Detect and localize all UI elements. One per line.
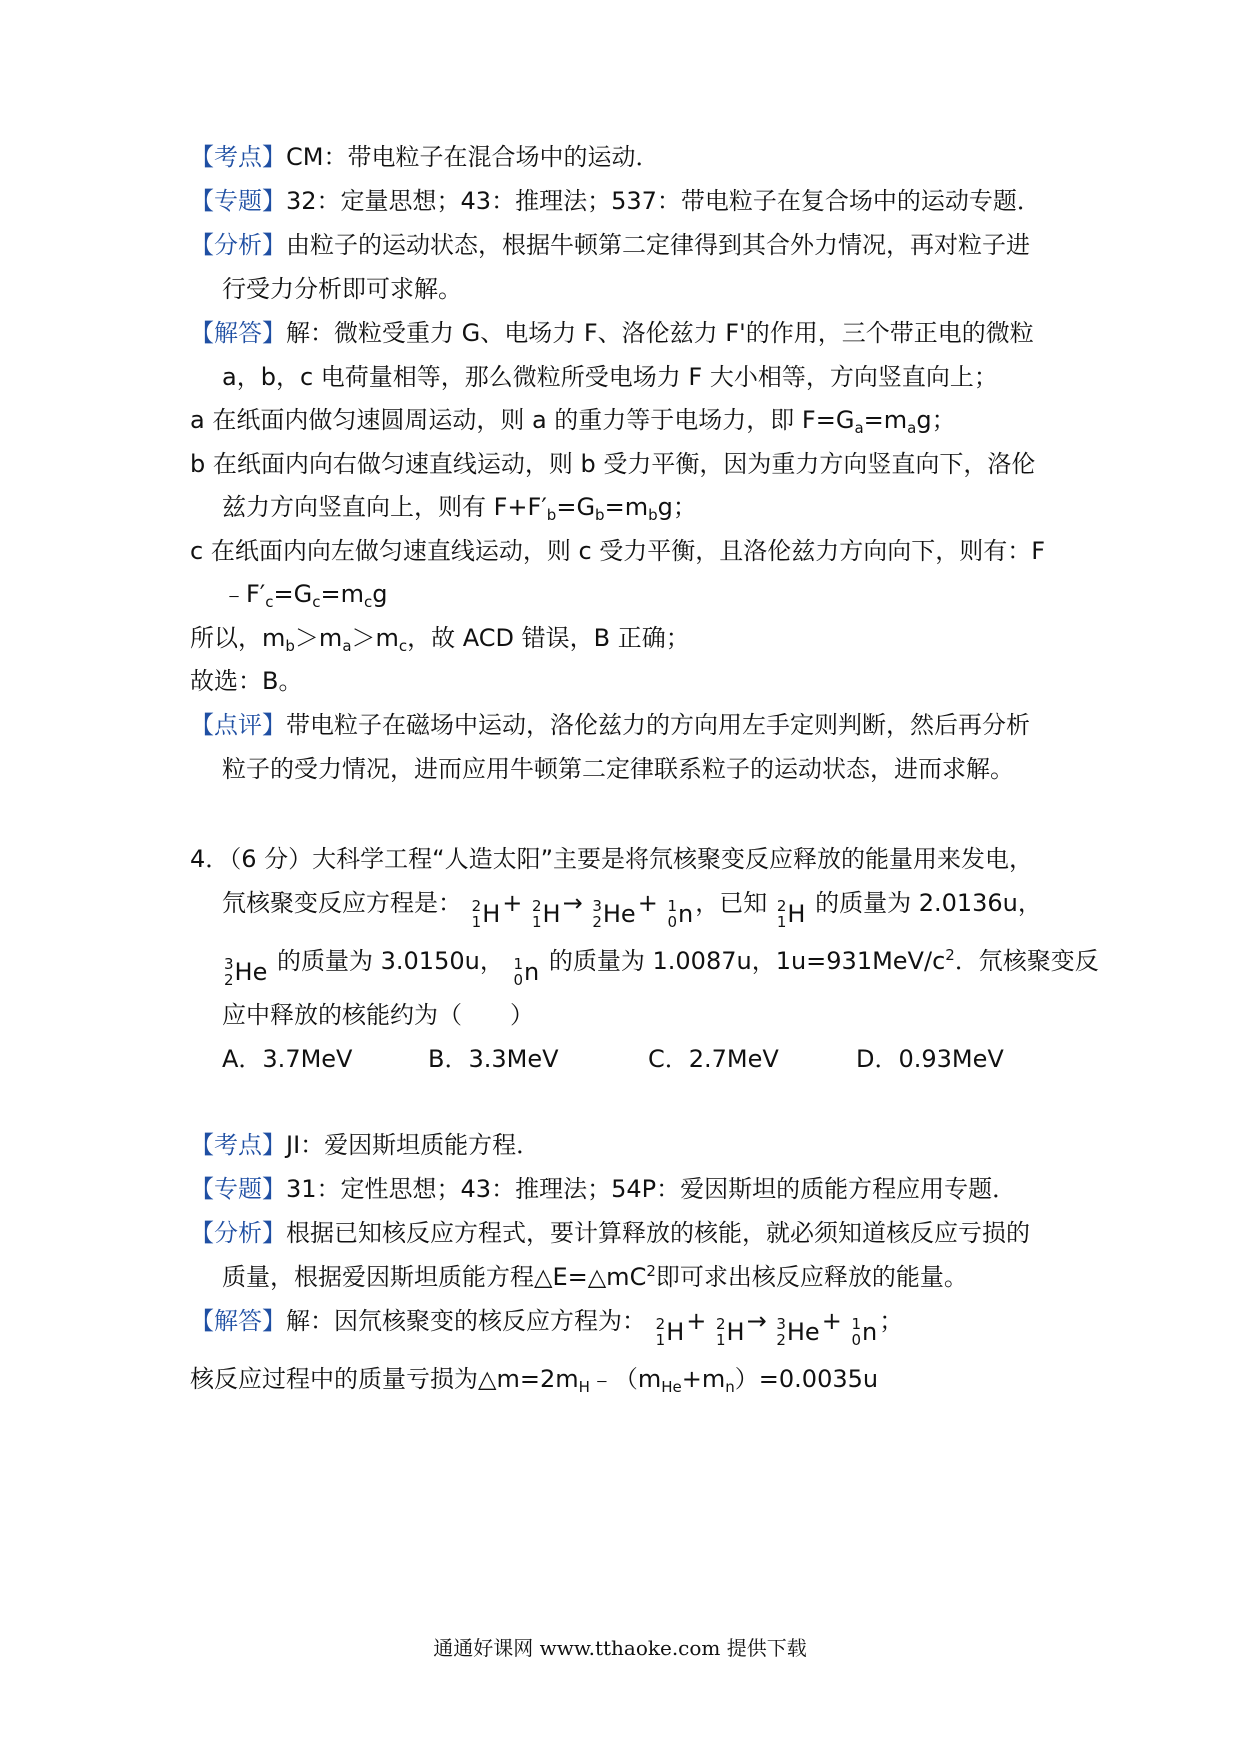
particle-b-line-2: 兹力方向竖直向上，则有 $F+F'_b=G_b=m_bg$； [222, 493, 697, 524]
nuclide-helium: 3 2 He [592, 897, 636, 931]
dianping-text: 带电粒子在磁场中运动，洛伦兹力的方向用左手定则判断，然后再分析 [286, 711, 1030, 739]
particle-b-line: b 在纸面内向右做匀速直线运动，则 b 受力平衡，因为重力方向竖直向下，洛伦 [190, 450, 1036, 478]
footer-source: 通通好课网 www.tthaoke.com 提供下载 [433, 1636, 807, 1660]
nuclide-neutron: 1 0 n [851, 1315, 878, 1349]
dianping-line-2: 粒子的受力情况，进而应用牛顿第二定律联系粒子的运动状态，进而求解。 [222, 755, 1014, 783]
zhuanti-tag: 【专题】 [190, 187, 286, 215]
arrow-icon: → [562, 889, 583, 917]
kaodian-tag: 【考点】 [190, 143, 286, 171]
q4-jieda-line: 【解答】解：因氘核聚变的核反应方程为： 2 1 H + 2 1 H → 3 2 He + 1 0 n ； [190, 1307, 904, 1349]
q4-zhuanti-line: 【专题】31：定性思想；43：推理法；54P：爱因斯坦的质能方程应用专题． [190, 1175, 1017, 1203]
jieda-tag: 【解答】 [190, 319, 286, 347]
zhuanti-text: 32：定量思想；43：推理法；537：带电粒子在复合场中的运动专题． [286, 187, 1041, 215]
kaodian-text: CM：带电粒子在混合场中的运动． [286, 143, 660, 171]
jieda-line [190, 318, 1034, 348]
fenxi-line-2: 行受力分析即可求解。 [222, 275, 462, 303]
zhuanti-tag: 【专题】 [190, 1175, 286, 1203]
kaodian-tag: 【考点】 [190, 1131, 286, 1159]
answer-line: 故选：B。 [190, 667, 303, 695]
q4-fenxi-line-2: 质量，根据爱因斯坦质能方程$\triangle E=\triangle mC^2$即可求出核反应释放的能量。 [222, 1262, 968, 1291]
option-a: A．3.7MeV [222, 1045, 353, 1073]
particle-a-line: a 在纸面内做匀速圆周运动，则 a 的重力等于电场力，即 $F=G_a=m_ag$； [190, 406, 956, 437]
fenxi-line [190, 230, 1030, 260]
nuclide-helium: 3 2 He [776, 1315, 820, 1349]
q4-fenxi-line: 【分析】根据已知核反应方程式，要计算释放的核能，就必须知道核反应亏损的 [190, 1219, 1030, 1247]
question-4-ask: 应中释放的核能约为（ ） [222, 1001, 534, 1029]
conclusion-line: 所以，$m_b>m_a>m_c$，故 ACD 错误，B 正确； [190, 624, 690, 655]
option-b: B．3.3MeV [428, 1045, 559, 1073]
dianping-line [190, 710, 1030, 740]
nuclide-deuterium: 2 1 H [531, 897, 561, 931]
arrow-icon: → [746, 1307, 767, 1335]
kaodian-line [190, 142, 659, 172]
mass-defect-line: 核反应过程中的质量亏损为$\triangle m=2m_H﹣(m_{He}+m_n)=0.0035u$ [190, 1365, 879, 1396]
nuclide-deuterium: 2 1 H [471, 897, 501, 931]
particle-c-line: c 在纸面内向左做匀速直线运动，则 c 受力平衡，且洛伦兹力方向向下，则有：F [190, 537, 1046, 565]
q4-kaodian-line: 【考点】JI：爱因斯坦质能方程． [190, 1131, 541, 1159]
fenxi-tag: 【分析】 [190, 1219, 286, 1247]
nuclide-helium: 3 2 He [224, 955, 268, 989]
question-4-stem: 4．（6 分）大科学工程“人造太阳”主要是将氘核聚变反应释放的能量用来发电， [190, 845, 1034, 873]
question-4-equation-line: 氘核聚变反应方程是： 2 1 H + 2 1 H → 3 2 He + 1 0 n ，已知 2 1 H 的质量为 2.0136u， [222, 889, 1042, 931]
jieda-line-2: a，b，c 电荷量相等，那么微粒所受电场力 F 大小相等，方向竖直向上； [222, 363, 998, 391]
particle-c-line-2: $﹣F'_c=G_c=m_cg$ [222, 580, 388, 611]
nuclide-deuterium: 2 1 H [655, 1315, 685, 1349]
dianping-tag: 【点评】 [190, 711, 286, 739]
nuclide-deuterium: 2 1 H [776, 897, 806, 931]
question-4-mass-line: 3 2 He 的质量为 3.0150u， 1 0 n 的质量为 1.0087u，$1u=931MeV/c^2$．氘核聚变反 [224, 946, 1099, 989]
zhuanti-line [190, 186, 1041, 216]
nuclide-deuterium: 2 1 H [715, 1315, 745, 1349]
fenxi-text: 由粒子的运动状态，根据牛顿第二定律得到其合外力情况，再对粒子进 [286, 231, 1030, 259]
jieda-tag: 【解答】 [190, 1307, 286, 1335]
option-c: C．2.7MeV [648, 1045, 779, 1073]
fenxi-tag: 【分析】 [190, 231, 286, 259]
nuclide-neutron: 1 0 n [667, 897, 694, 931]
jieda-text: 解：微粒受重力 G、电场力 F、洛伦兹力 F'的作用，三个带正电的微粒 [286, 319, 1034, 347]
option-d: D．0.93MeV [856, 1045, 1004, 1073]
nuclide-neutron: 1 0 n [513, 955, 540, 989]
